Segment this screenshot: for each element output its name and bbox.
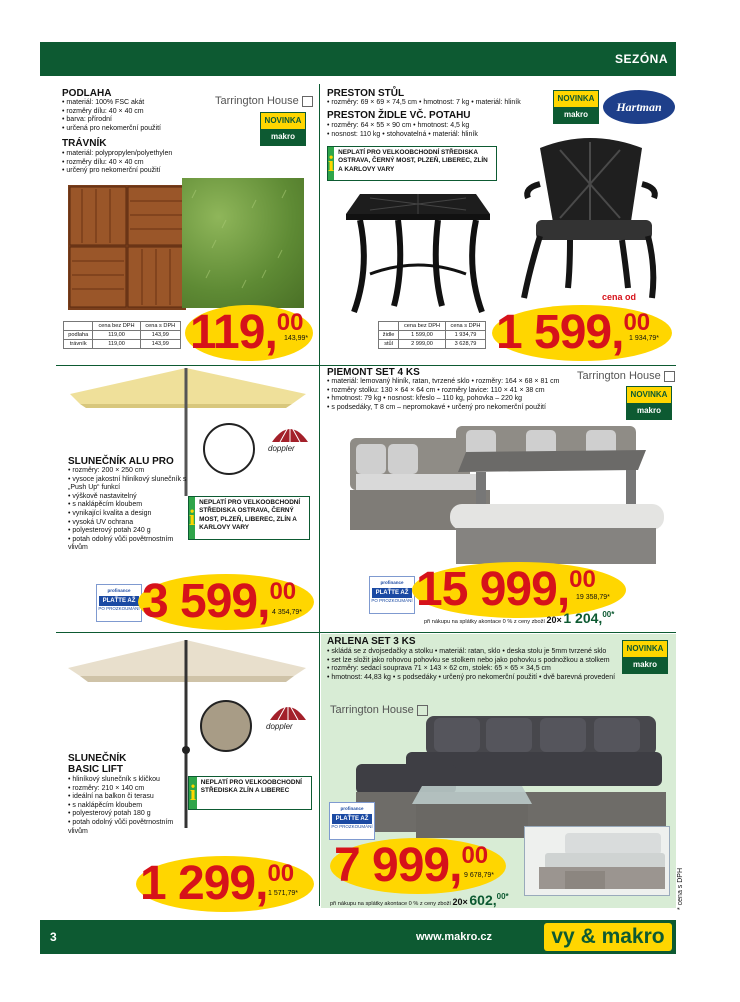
spec-list: • materiál: 100% FSC akát • rozměry dílu: 40 × 40 cm • barva: přírodní • určená pro nekomerční použití	[62, 99, 242, 133]
product-title-2: BASIC LIFT	[68, 764, 123, 775]
novinka-badge: NOVINKA makro	[553, 90, 599, 124]
info-icon: i	[189, 777, 197, 809]
product-title: PODLAHA	[62, 88, 112, 99]
profinance-badge: profinance PLAŤTE AŽ PO PROZKOUMÁNÍ	[369, 576, 415, 614]
doppler-umbrella-icon	[270, 422, 310, 444]
column-divider	[319, 84, 320, 906]
header-bar	[40, 42, 676, 76]
price-vat: 4 354,79*	[272, 609, 302, 616]
spec-list: • skládá se z dvojsedačky a stolku • materiál: ratan, sklo • deska stolu je 5mm tvrzené sklo • set lze složit jako rohovou pohovku se stolkem nebo jako pohovku s podnožkou a stolkem • rozměry: sedací souprava 71 × 143 × 62 cm, stolek: 65 × 65 × 34,5 cm • hmotnost: 44,83 kg • s podsedáky • určený pro nekomerční použití • dvě barevná provedení	[327, 648, 623, 682]
canopy-color-swatch	[203, 423, 255, 475]
table-row: podlaha 119,00 143,99	[64, 331, 181, 340]
store-note: i NEPLATÍ PRO VELKOOBCHODNÍ STŘEDISKA OSTRAVA, ČERNÝ MOST, PLZEŇ, LIBEREC, ZLÍN A KARLOVY VARY	[327, 146, 497, 181]
grass-texture-icon	[182, 178, 304, 308]
arlena-set-image	[326, 712, 672, 842]
price-vat: 9 678,79*	[464, 872, 494, 879]
doppler-umbrella-icon	[268, 700, 308, 722]
store-note: i NEPLATÍ PRO VELKOOBCHODNÍ STŘEDISKA OSTRAVA, ČERNÝ MOST, PLZEŇ, LIBEREC, ZLÍN A KARLOVY VARY	[188, 496, 310, 540]
price: 1 599,00	[496, 306, 651, 359]
price-vat: 1 934,79*	[629, 335, 659, 342]
house-icon	[302, 96, 313, 107]
brand-logo: Tarrington House	[577, 370, 675, 382]
piemont-set-image	[346, 424, 666, 570]
preston-chair-image	[510, 128, 660, 304]
spec-list: • rozměry: 69 × 69 × 74,5 cm • hmotnost: 7 kg • materiál: hliník	[327, 99, 557, 108]
novinka-badge: NOVINKA makro	[626, 386, 672, 420]
price-from-label: cena od	[602, 292, 637, 302]
product-title: PRESTON STŮL	[327, 88, 405, 99]
arlena-light-set-icon	[525, 827, 671, 897]
price-vat: 19 358,79*	[576, 594, 610, 601]
spec-list: • rozměry: 200 × 250 cm • vysoce jakostní hliníkový slunečník s „Push Up“ funkcí • výškově nastavitelný • s naklápěcím kloubem • vynikající kvalita a design • vysoká UV ochrana • polyesterový potah 240 g • potah odolný vůči povětrnostním vlivům	[68, 467, 188, 553]
product-title: SLUNEČNÍK	[68, 753, 127, 764]
page-number: 3	[50, 930, 57, 944]
wood-tile-image	[68, 185, 186, 310]
brand-logo: doppler	[266, 722, 293, 731]
novinka-badge: NOVINKA makro	[622, 640, 668, 674]
canopy-color-swatch	[200, 700, 252, 752]
arlena-alt-color-image	[524, 826, 670, 896]
section-title: SEZÓNA	[614, 52, 668, 66]
spec-list: • hliníkový slunečník s kličkou • rozměry: 210 × 140 cm • ideální na balkon či terasu • s naklápěcím kloubem • polyesterový potah 180 g • potah odolný vůči povětrnostním vlivům	[68, 776, 178, 836]
price-table: cena bez DPH cena s DPH židle 1 599,00 1 934,79 stůl 2 999,00 3 628,79	[378, 321, 486, 349]
price: 15 999,00	[416, 563, 596, 616]
row-divider-2	[56, 632, 676, 633]
table-row: trávník 119,00 143,99	[64, 340, 181, 349]
makro-logo: vy & makro	[544, 923, 672, 951]
house-icon	[664, 371, 675, 382]
table-row: stůl 2 999,00 3 628,79	[379, 340, 486, 349]
preston-table-image	[340, 178, 495, 318]
product-title-2: TRÁVNÍK	[62, 138, 107, 149]
spec-list-2: • rozměry: 64 × 55 × 90 cm • hmotnost: 4,5 kg • nosnost: 110 kg • stohovatelná • materiál: hliník	[327, 122, 527, 139]
novinka-badge: NOVINKA makro	[260, 112, 306, 146]
footer-bar	[40, 920, 676, 954]
product-title-2: PRESTON ŽIDLE VČ. POTAHU	[327, 110, 471, 121]
table-row: židle 1 599,00 1 934,79	[379, 331, 486, 340]
vat-footnote: * cena s DPH	[677, 867, 684, 910]
info-icon: i	[328, 147, 334, 180]
price: 1 299,00	[140, 857, 295, 910]
grass-tile-image	[182, 178, 304, 308]
store-note: i NEPLATÍ PRO VELKOOBCHODNÍ STŘEDISKA ZLÍN A LIBEREC	[188, 776, 312, 810]
price: 119,00	[190, 306, 304, 359]
profinance-badge: profinance PLAŤTE AŽ PO PROZKOUMÁNÍ	[96, 584, 142, 622]
product-title: ARLENA SET 3 KS	[327, 636, 416, 647]
spec-list: • materiál: lemovaný hliník, ratan, tvrzené sklo • rozměry: 164 × 68 × 81 cm • rozměry stolku: 130 × 64 × 64 cm • rozměry lavice: 110 × 41 × 38 cm • hmotnost: 79 kg • nosnost: křeslo – 110 kg, pohovka – 220 kg • s podsedáky, T 8 cm – nepromokavé • určený pro nekomerční použití	[327, 378, 587, 412]
product-title: SLUNEČNÍK ALU PRO	[68, 456, 174, 467]
info-icon: i	[189, 497, 195, 539]
price: 3 599,00	[142, 575, 297, 628]
brand-logo: Tarrington House	[330, 704, 428, 716]
price-vat: 1 571,79*	[268, 890, 298, 897]
wood-tile-icon	[68, 185, 186, 310]
installment-info: při nákupu na splátky akontace 0 % z ceny zboží 20× 602,00*	[330, 892, 509, 908]
spec-list-2: • materiál: polypropylen/polyethylen • rozměry dílu: 40 × 40 cm • určený pro nekomerční použití	[62, 150, 252, 176]
installment-info: při nákupu na splátky akontace 0 % z ceny zboží 20× 1 204,00*	[424, 610, 615, 626]
brand-logo: Tarrington House	[215, 95, 313, 107]
price-vat: 143,99*	[284, 335, 309, 342]
profinance-badge: profinance PLAŤTE AŽ PO PROZKOUMÁNÍ	[329, 802, 375, 840]
website-link[interactable]: www.makro.cz	[416, 931, 493, 943]
brand-logo: doppler	[268, 444, 295, 453]
price: 7 999,00	[334, 839, 489, 892]
product-title: PIEMONT SET 4 KS	[327, 367, 420, 378]
price-table: cena bez DPH cena s DPH podlaha 119,00 143,99 trávník 119,00 143,99	[63, 321, 181, 349]
hartman-logo: Hartman	[603, 90, 675, 124]
